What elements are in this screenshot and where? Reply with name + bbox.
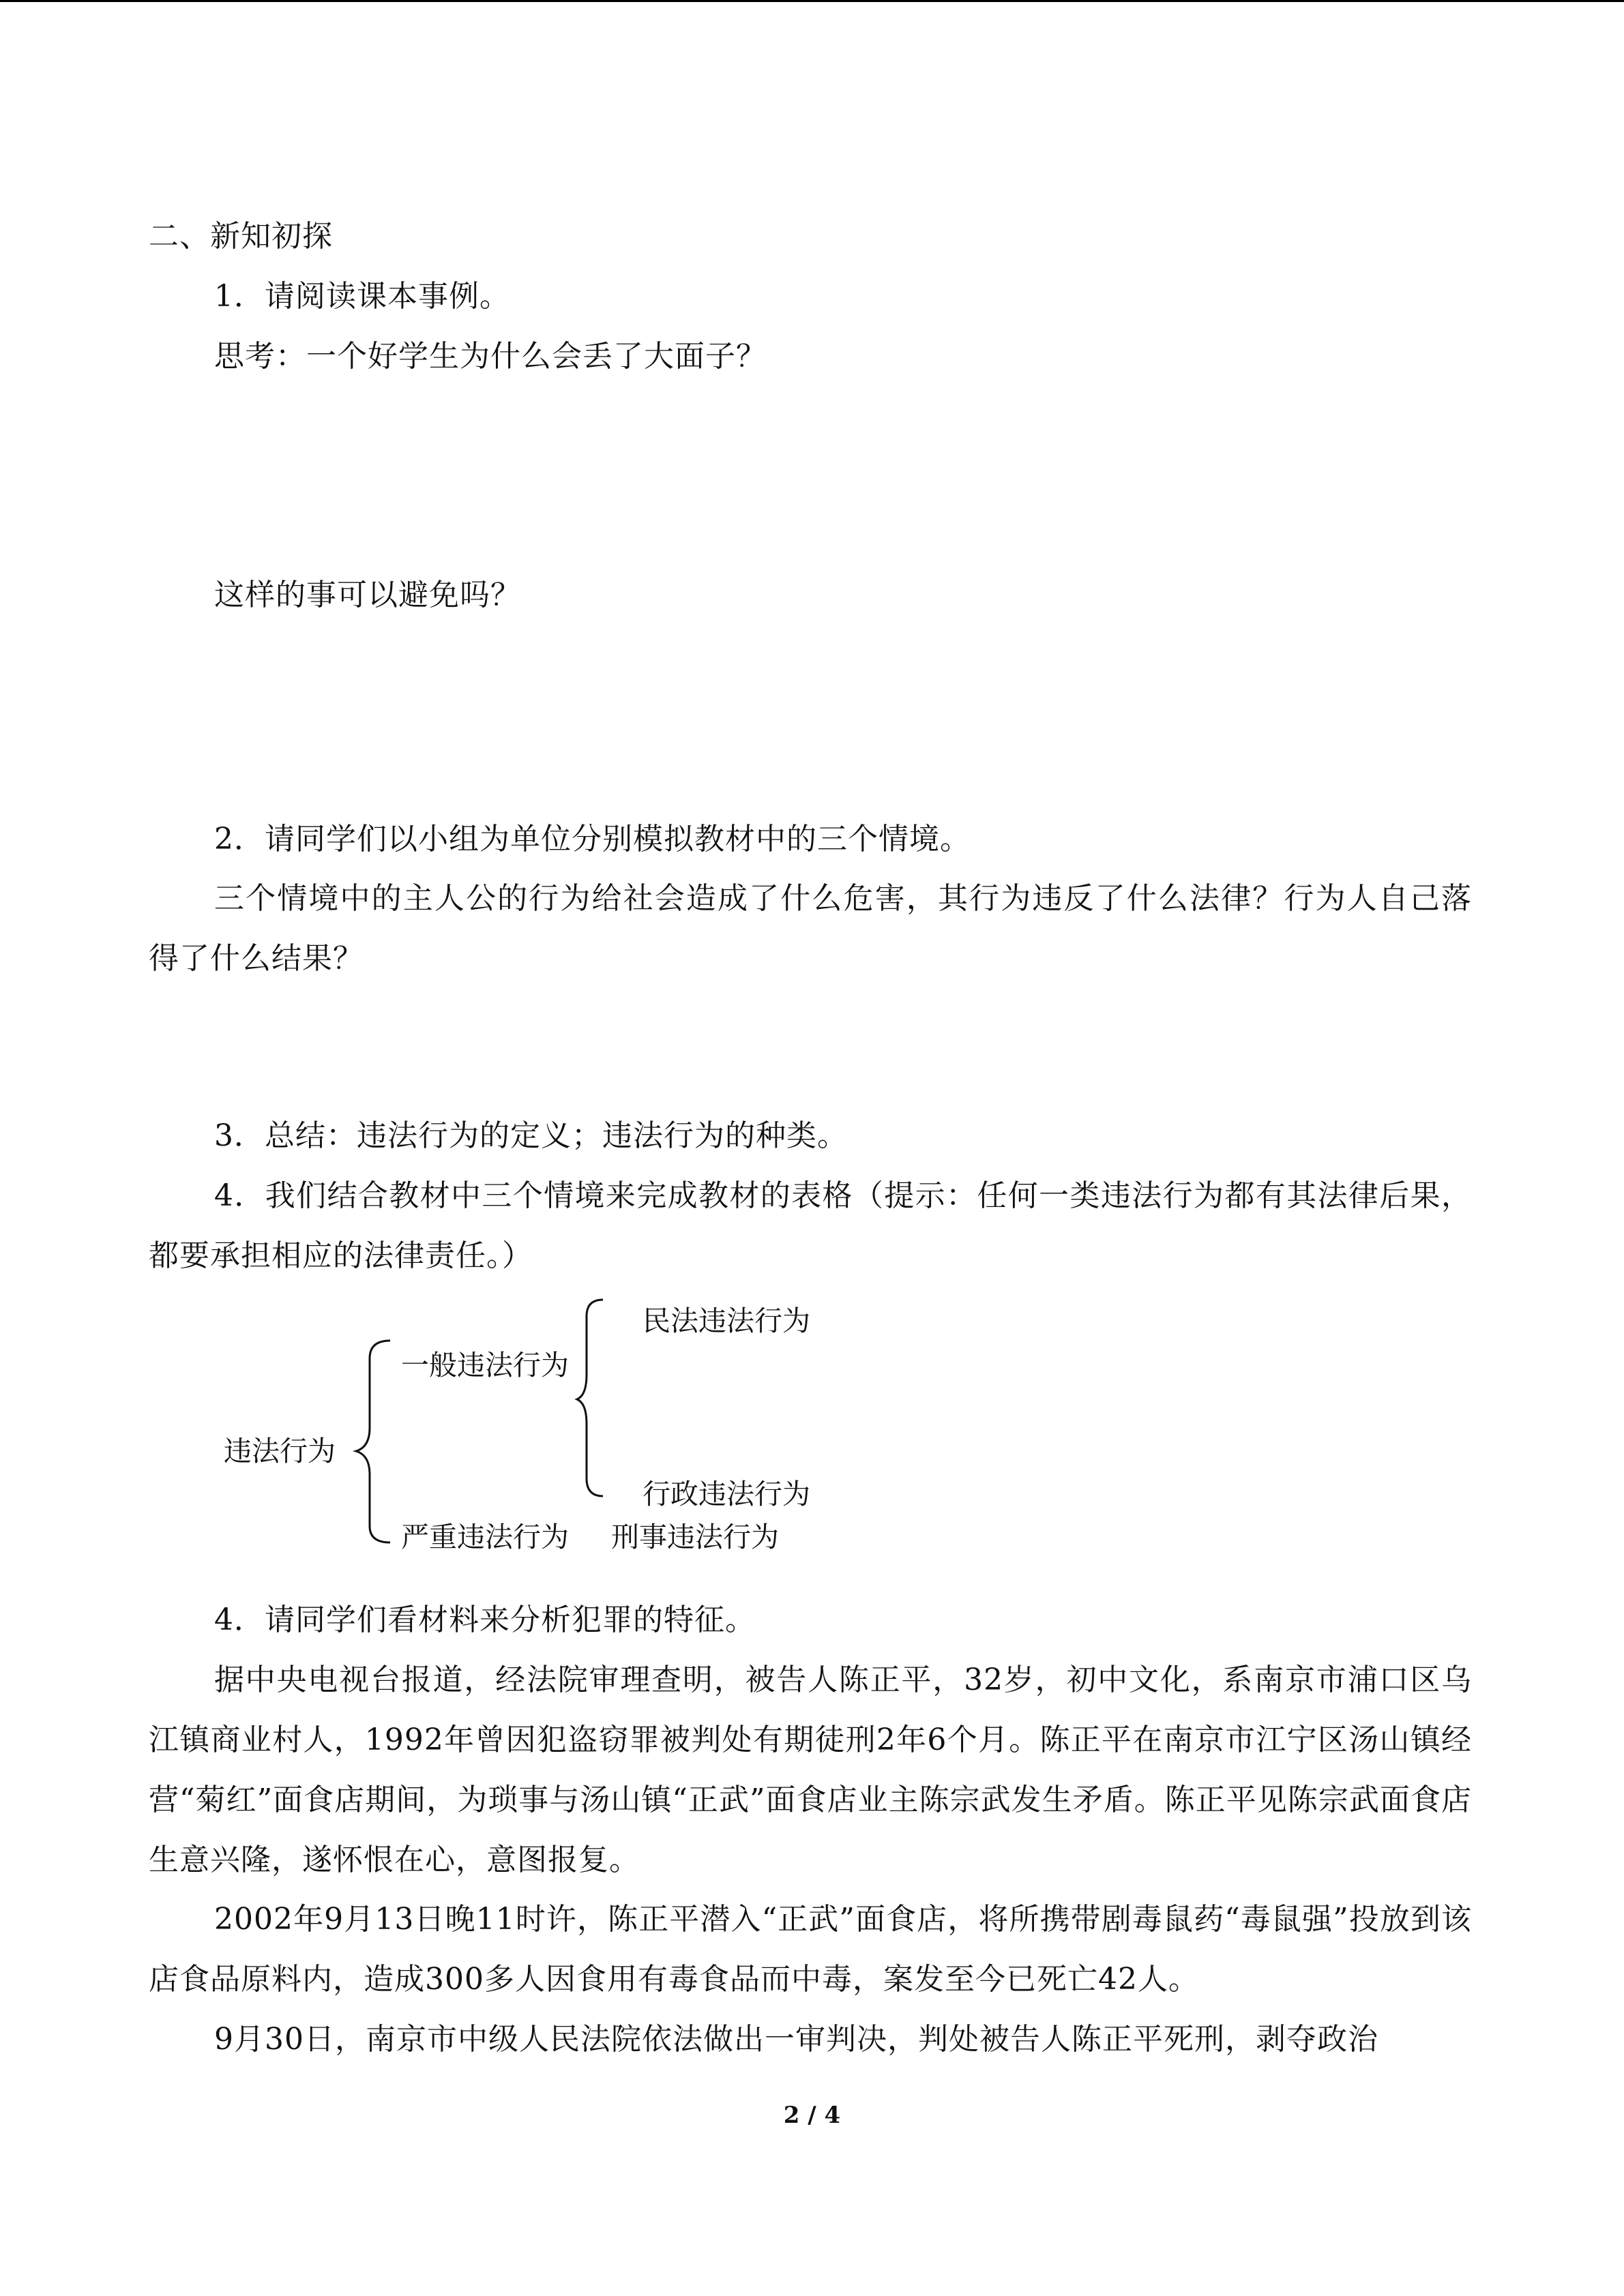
item-2-instruction: 2．请同学们以小组为单位分别模拟教材中的三个情境。 xyxy=(214,822,971,856)
item-3-summary: 3．总结：违法行为的定义；违法行为的种类。 xyxy=(214,1118,848,1153)
diagram-general-label: 一般违法行为 xyxy=(401,1349,569,1382)
section-heading: 二、新知初探 xyxy=(149,219,333,254)
material-paragraph-3: 9月30日，南京市中级人民法院依法做出一审判决，判处被告人陈正平死刑，剥夺政治 xyxy=(214,2022,1378,2057)
diagram-criminal-label: 刑事违法行为 xyxy=(611,1521,779,1553)
material-paragraph-2: 2002年9月13日晚11时许，陈正平潜入“正武”面食店，将所携带剧毒鼠药“毒鼠强”投放到该店食品原料内，造成300多人因食用有毒食品而中毒，案发至今已死亡42人。 xyxy=(149,1902,1472,1997)
inner-brace-icon xyxy=(577,1300,603,1496)
top-border-line xyxy=(0,0,1624,2)
item-1-question: 思考：一个好学生为什么会丢了大面子？ xyxy=(214,339,767,374)
item-1-instruction: 1．请阅读课本事例。 xyxy=(214,279,510,314)
outer-brace-icon xyxy=(356,1341,390,1542)
diagram-root-label: 违法行为 xyxy=(224,1435,336,1467)
material-paragraph-1: 据中央电视台报道，经法院审理查明，被告人陈正平，32岁，初中文化，系南京市浦口区乌江镇商业村人，1992年曾因犯盗窃罪被判处有期徒刑2年6个月。陈正平在南京市江宁区汤山镇经营“菊红”面食店期间，为琐事与汤山镇“正武”面食店业主陈宗武发生矛盾。陈正平见陈宗武面食店生意兴隆，遂怀恨在心，意图报复。 xyxy=(149,1663,1472,1877)
item-1-followup-question: 这样的事可以避免吗？ xyxy=(214,578,521,612)
item-4-instruction: 4．我们结合教材中三个情境来完成教材的表格（提示：任何一类违法行为都有其法律后果，都要承担相应的法律责任。） xyxy=(149,1178,1472,1273)
diagram-serious-label: 严重违法行为 xyxy=(401,1521,569,1553)
item-5-instruction: 4．请同学们看材料来分析犯罪的特征。 xyxy=(214,1602,756,1637)
item-2-question: 三个情境中的主人公的行为给社会造成了什么危害，其行为违反了什么法律？行为人自己落得了什么结果？ xyxy=(149,881,1472,976)
diagram-civil-label: 民法违法行为 xyxy=(643,1304,810,1337)
page-number: 2 / 4 xyxy=(783,2102,841,2129)
diagram-administrative-label: 行政违法行为 xyxy=(643,1478,810,1510)
